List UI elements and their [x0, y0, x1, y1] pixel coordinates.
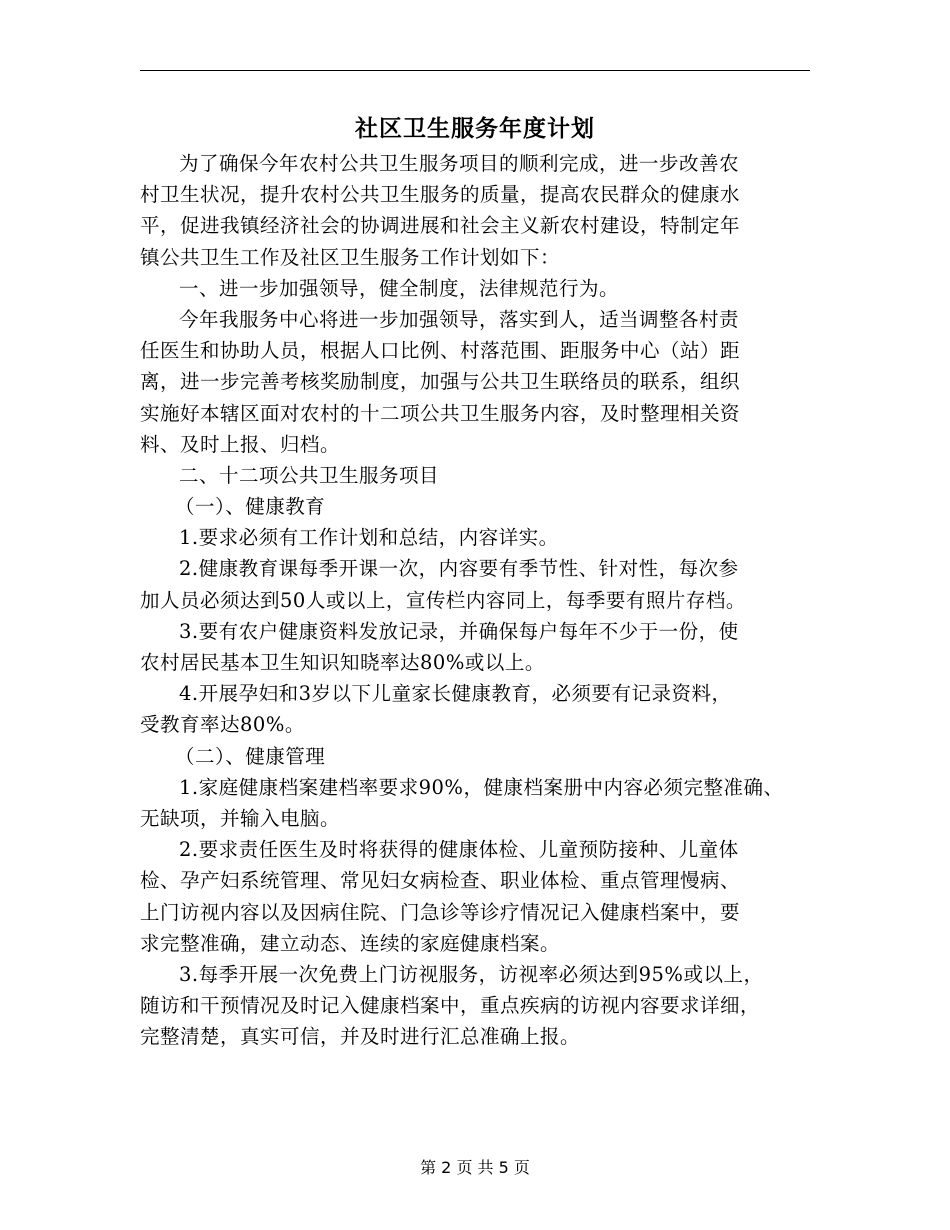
body-line: 平，促进我镇经济社会的协调进展和社会主义新农村建设，特制定年 — [140, 214, 741, 238]
body-line: 镇公共卫生工作及社区卫生服务工作计划如下： — [140, 245, 561, 269]
document-title: 社区卫生服务年度计划 — [355, 115, 595, 142]
list-item: 1.要求必须有工作计划和总结，内容详实。 — [179, 526, 559, 550]
document-body — [140, 148, 800, 1052]
body-line: 料、及时上报、归档。 — [140, 432, 341, 456]
body-line: 完整清楚，真实可信，并及时进行汇总准确上报。 — [140, 1025, 581, 1049]
body-line: 上门访视内容以及因病住院、门急诊等诊疗情况记入健康档案中，要 — [140, 900, 741, 924]
body-line: 村卫生状况，提升农村公共卫生服务的质量，提高农民群众的健康水 — [140, 183, 741, 207]
body-line: 实施好本辖区面对农村的十二项公共卫生服务内容，及时整理相关资 — [140, 401, 741, 425]
body-line: 随访和干预情况及时记入健康档案中，重点疾病的访视内容要求详细， — [140, 994, 761, 1018]
list-item: 4.开展孕妇和3岁以下儿童家长健康教育，必须要有记录资料， — [179, 682, 732, 706]
subsection-heading: （一）、健康教育 — [175, 495, 326, 519]
section-heading: 二、十二项公共卫生服务项目 — [179, 463, 440, 487]
body-line: 任医生和协助人员，根据人口比例、村落范围、距服务中心（站）距 — [140, 339, 741, 363]
list-item: 3.每季开展一次免费上门访视服务，访视率必须达到95%或以上， — [179, 962, 764, 986]
subsection-heading: （二）、健康管理 — [175, 744, 326, 768]
list-item: 3.要有农户健康资料发放记录，并确保每户每年不少于一份，使 — [179, 619, 739, 643]
body-line: 检、孕产妇系统管理、常见妇女病检查、职业体检、重点管理慢病、 — [140, 869, 741, 893]
section-heading: 一、进一步加强领导，健全制度，法律规范行为。 — [179, 276, 620, 300]
body-line: 为了确保今年农村公共卫生服务项目的顺利完成，进一步改善农 — [179, 152, 740, 175]
list-item: 1.家庭健康档案建档率要求90%，健康档案册中内容必须完整准确、 — [179, 775, 784, 799]
body-line: 农村居民基本卫生知识知晓率达80%或以上。 — [140, 651, 545, 674]
body-line: 无缺项，并输入电脑。 — [140, 806, 341, 830]
body-line: 受教育率达80%。 — [140, 713, 305, 737]
body-line: 求完整准确，建立动态、连续的家庭健康档案。 — [140, 931, 561, 955]
page-number: 第 2 页 共 5 页 — [420, 1158, 530, 1177]
body-line: 离，进一步完善考核奖励制度，加强与公共卫生联络员的联系，组织 — [140, 370, 741, 394]
list-item: 2.要求责任医生及时将获得的健康体检、儿童预防接种、儿童体 — [179, 838, 739, 862]
list-item: 2.健康教育课每季开课一次，内容要有季节性、针对性，每次参 — [179, 557, 739, 581]
body-line: 今年我服务中心将进一步加强领导，落实到人，适当调整各村责 — [179, 307, 740, 331]
body-line: 加人员必须达到50人或以上，宣传栏内容同上，每季要有照片存档。 — [140, 588, 746, 612]
header-rule — [140, 70, 810, 71]
